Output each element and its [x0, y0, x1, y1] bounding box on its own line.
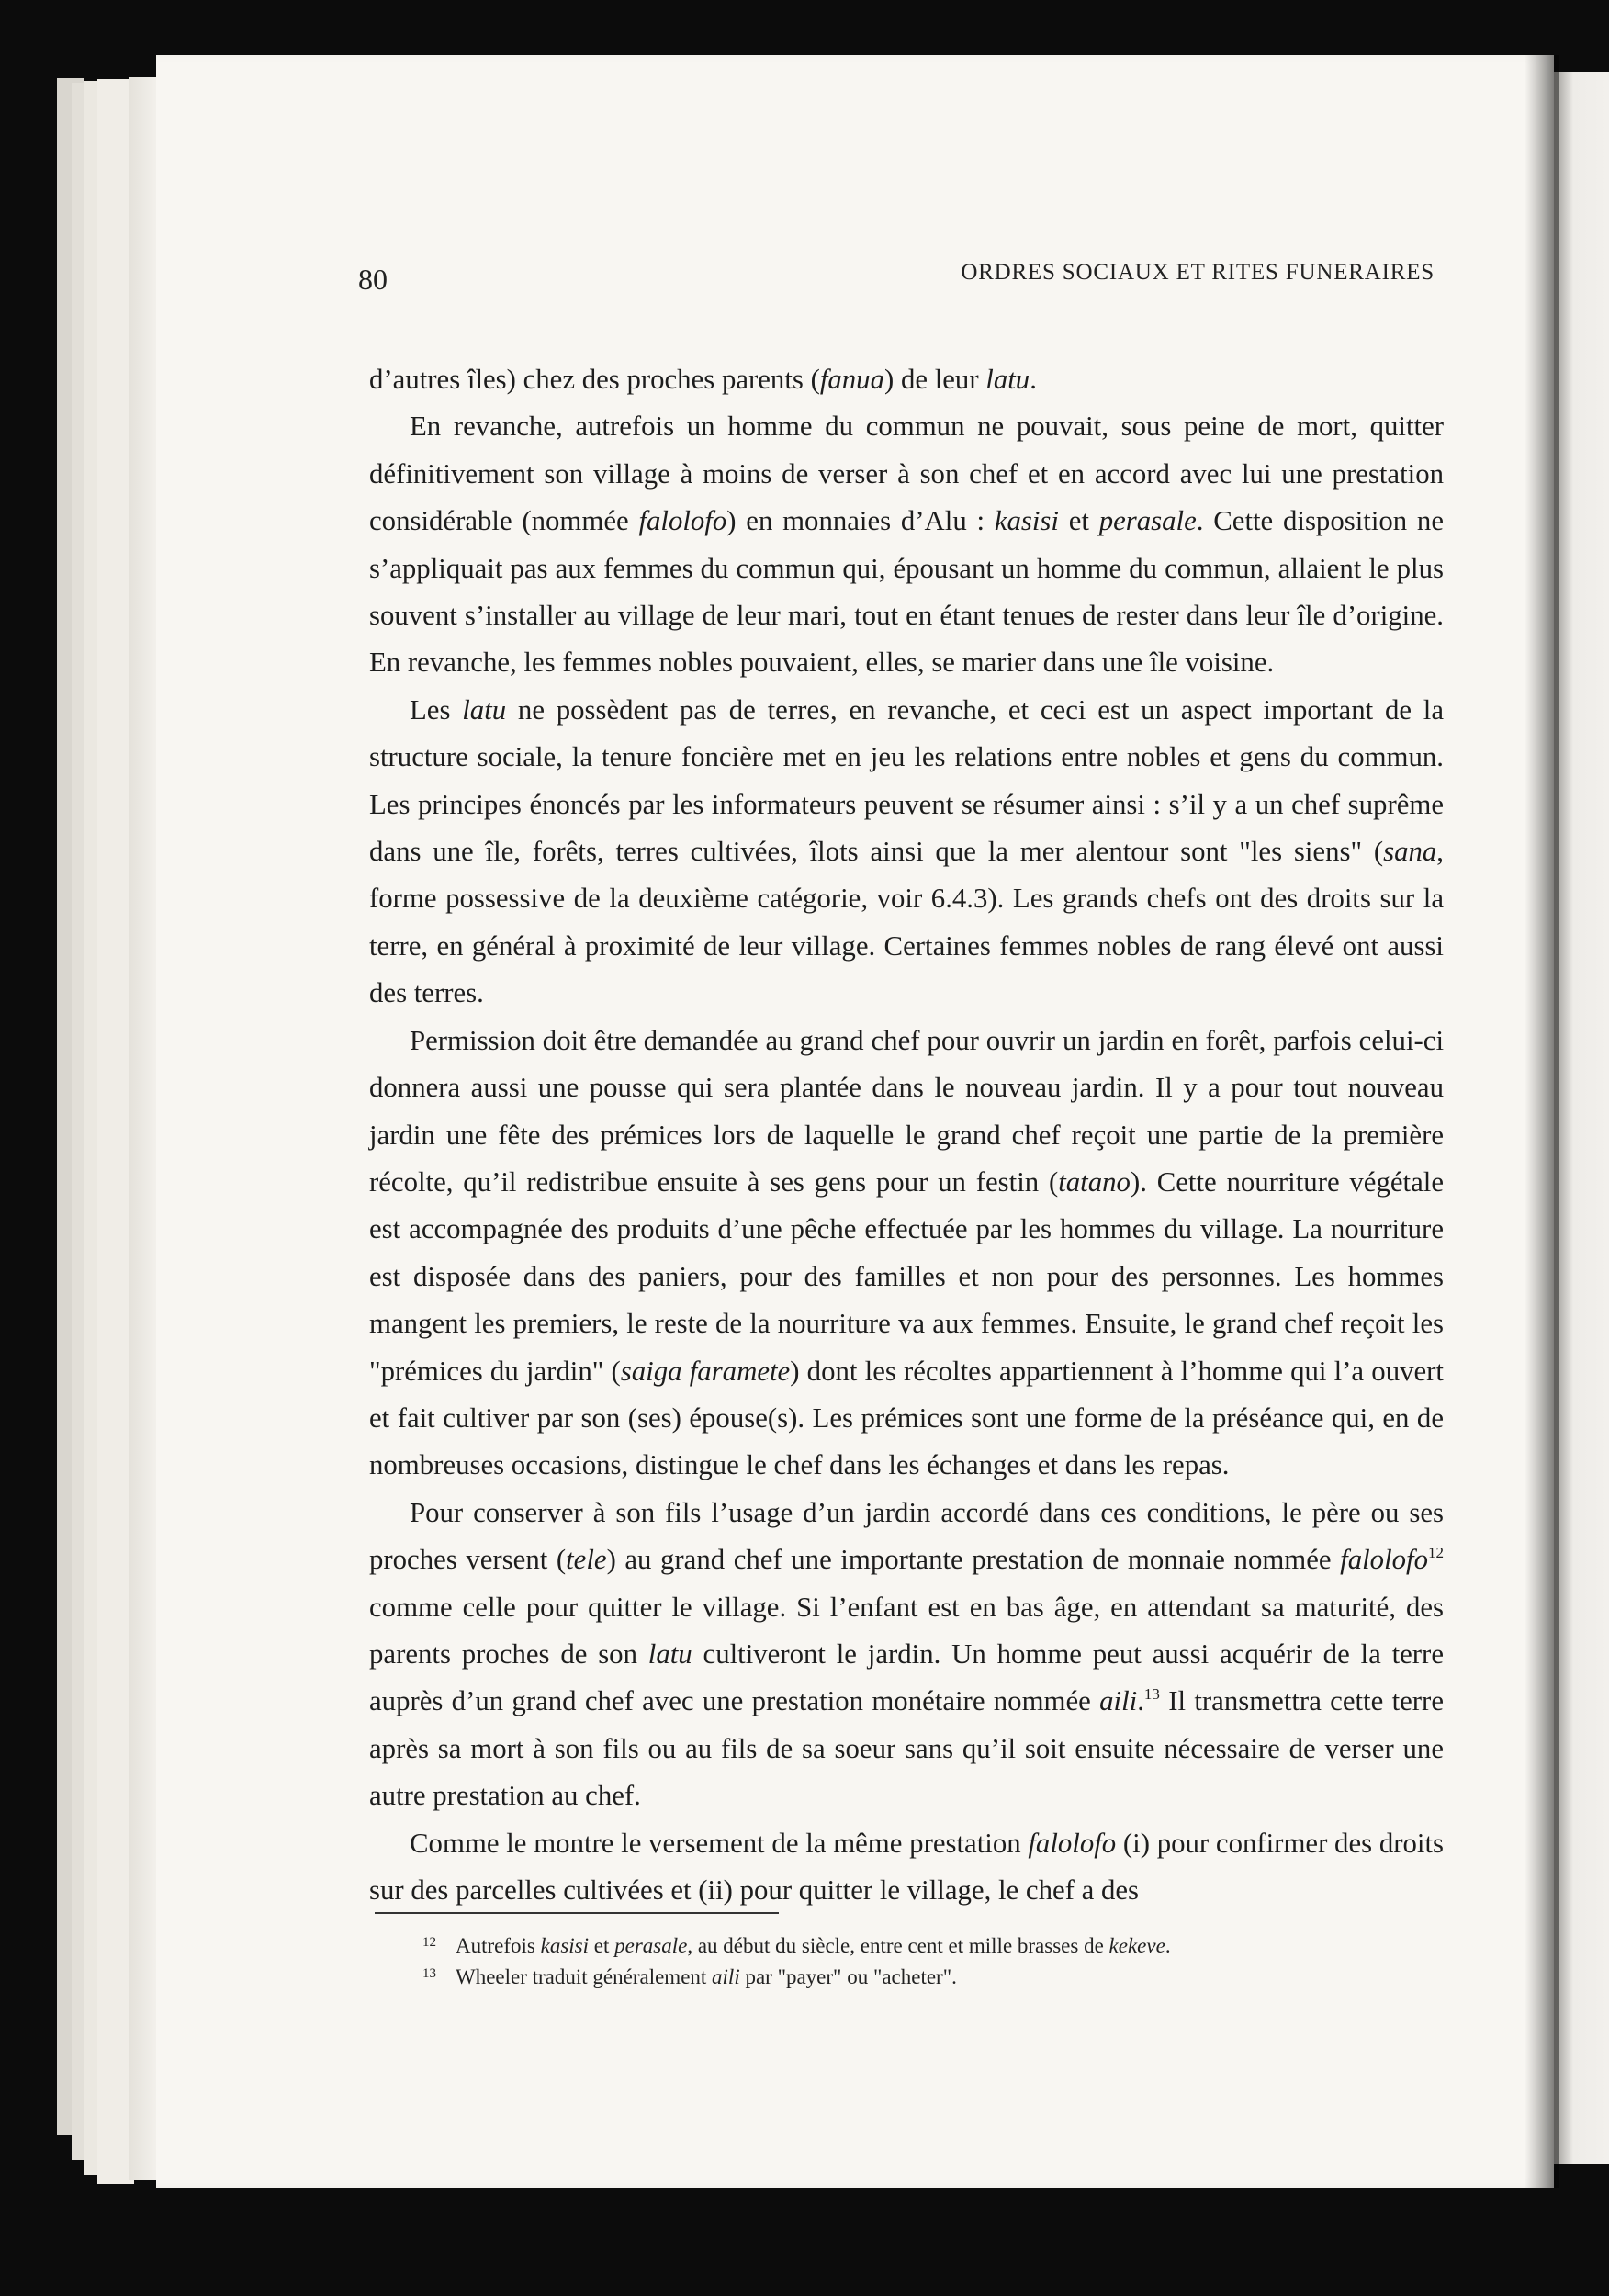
footnote-13: 13 Wheeler traduit généralement aili par "payer" ou "acheter".	[422, 1962, 1433, 1993]
gutter-shadow	[1525, 55, 1559, 2188]
footnote-separator	[375, 1912, 779, 1914]
footnote-mark: 12	[422, 1935, 436, 1950]
footnote-mark: 13	[422, 1966, 436, 1981]
paragraph-6: Comme le montre le versement de la même prestation falolofo (i) pour confirmer des droits sur des parcelles cultivées et (ii) pour quitter le village, le chef a des	[369, 1827, 1444, 1906]
running-title: ORDRES SOCIAUX ET RITES FUNERAIRES	[961, 260, 1435, 285]
body-text	[369, 356, 1444, 1914]
page-number: 80	[358, 263, 388, 296]
paragraph-4: Permission doit être demandée au grand chef pour ouvrir un jardin en forêt, parfois celui-ci donnera aussi une pousse qui sera plantée dans le nouveau jardin. Il y a pour tout nouveau jardin une fête des prémices lors de laquelle le grand chef reçoit une partie de la première récolte, qu’il redistribue ensuite à ses gens pour un festin (tatano). Cette nourriture végétale est accompagnée des produits d’une pêche effectuée par les hommes du village. La nourriture est disposée dans des paniers, pour des familles et non pour des personnes. Les hommes mangent les premiers, le reste de la nourriture va aux femmes. Ensuite, le grand chef reçoit les "prémices du jardin" (saiga faramete) dont les récoltes appartiennent à l’homme qui l’a ouvert et fait cultiver par son (ses) épouse(s). Les prémices sont une forme de la préséance qui, en de nombreuses occasions, distingue le chef dans les échanges et dans les repas.	[369, 1024, 1444, 1481]
footnote-ref-13[interactable]: 13	[1143, 1685, 1160, 1704]
paragraph-5: Pour conserver à son fils l’usage d’un jardin accordé dans ces conditions, le père ou ses proches versent (tele) au grand chef une importante prestation de monnaie nommée falolofo$^{12}$ comme celle pour quitter le village. Si l’enfant est en bas âge, en attendant sa maturité, des parents proches de son latu cultiveront le jardin. Un homme peut aussi acquérir de la terre auprès d’un grand chef avec une prestation monétaire nommée aili.$^{13}$ Il transmettra cette terre après sa mort à son fils ou au fils de sa soeur sans qu’il soit ensuite nécessaire de verser une autre prestation au chef.	[369, 1496, 1444, 1812]
footnotes	[422, 1930, 1433, 1993]
paragraph-3: Les latu ne possèdent pas de terres, en revanche, et ceci est un aspect important de la structure sociale, la tenure foncière met en jeu les relations entre nobles et gens du commun. Les principes énoncés par les informateurs peuvent se résumer ainsi : s’il y a un chef suprême dans une île, forêts, terres cultivées, îlots ainsi que la mer alentour sont "les siens" (sana, forme possessive de la deuxième catégorie, voir 6.4.3). Les grands chefs ont des droits sur la terre, en général à proximité de leur village. Certaines femmes nobles de rang élevé ont aussi des terres.	[369, 693, 1444, 1009]
footnote-ref-12[interactable]: 12	[1427, 1544, 1444, 1562]
paragraph-2: En revanche, autrefois un homme du commun ne pouvait, sous peine de mort, quitter définitivement son village à moins de verser à son chef et en accord avec lui une prestation considérable (nommée falolofo) en monnaies d’Alu : kasisi et perasale. Cette disposition ne s’appliquait pas aux femmes du commun qui, épousant un homme du commun, allaient le plus souvent s’installer au village de leur mari, tout en étant tenues de rester dans leur île d’origine. En revanche, les femmes nobles pouvaient, elles, se marier dans une île voisine.	[369, 411, 1444, 679]
facing-page-edge	[1554, 72, 1609, 2164]
footnote-12: 12 Autrefois kasisi et perasale, au début du siècle, entre cent et mille brasses de kekeve.	[422, 1930, 1433, 1962]
paragraph-1: d’autres îles) chez des proches parents (fanua) de leur latu.	[369, 364, 1037, 395]
